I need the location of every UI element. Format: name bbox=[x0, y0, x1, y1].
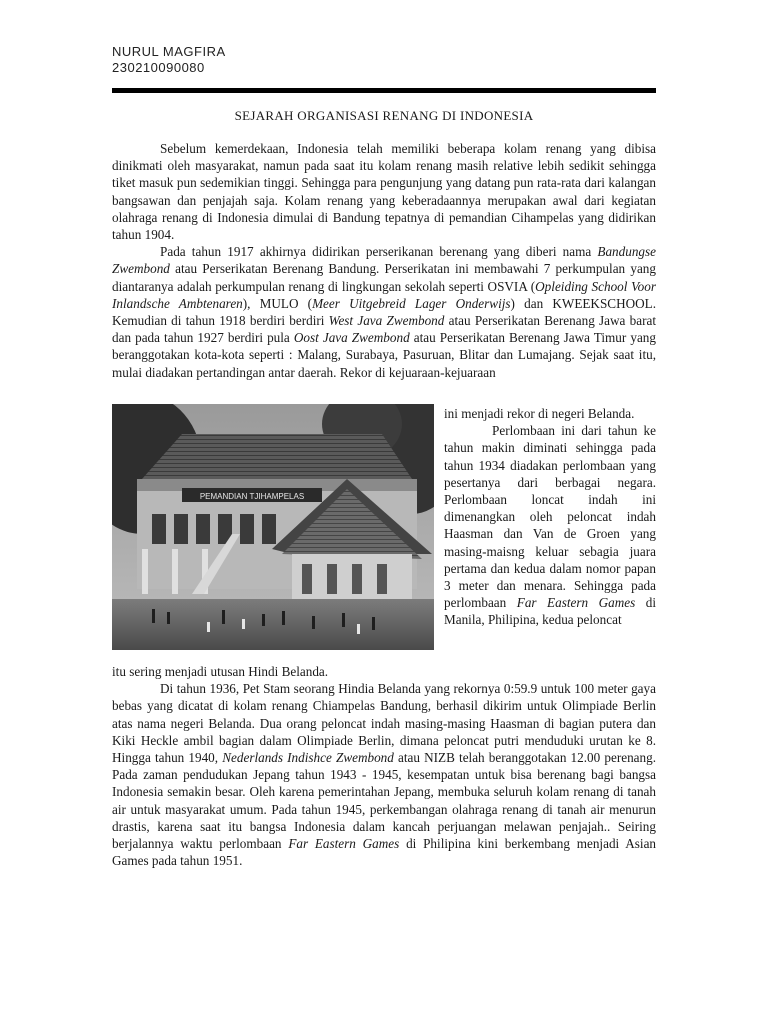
p2-text-6: atau Perserikatan Berenang Jawa Timur yang beranggotakan kota-kota seperti : Malang, Surabaya, Pasuruan, Blitar dan Lumajang. Sejak saat itu, mulai diadakan pertandingan antar daerah. Rekor di kejuaraan-kejuaraan bbox=[112, 330, 656, 380]
building-sign: PEMANDIAN TJIHAMPELAS bbox=[199, 492, 305, 501]
side-text-1: Perlombaan ini dari tahun ke tahun makin diminati sehingga pada tahun 1934 diadakan perlombaan yang pesertanya dari berbagai negara. Perlombaan loncat indah ini dimenangkan oleh peloncat indah Haasman dan Van de Groen yang masing-maisng keluar sebagia juara pertama dan kedua dalam nomor papan 3 meter dan menara. Sehingga pada perlombaan bbox=[444, 423, 656, 611]
paragraph-2 bbox=[112, 243, 656, 381]
p3-text-3: di Philipina kini berkembang menjadi Asian Games pada tahun 1951. bbox=[112, 836, 657, 869]
p2-italic-2: Opleiding School Voor Inlandsche Ambtenaren bbox=[112, 278, 656, 311]
body-text-top bbox=[112, 140, 656, 381]
header-rule bbox=[112, 88, 656, 93]
side-paragraph bbox=[444, 422, 656, 628]
paragraph-1: Sebelum kemerdekaan, Indonesia telah memiliki beberapa kolam renang yang dibisa dinikmati oleh masyarakat, namun pada saat itu kolam renang masih relative lebih sedikit sehingga tiket masuk pun sedemikian tinggi. Sehingga para pengunjung yang datang pun rata-rata dari kalangan bangsawan dan penjajah saja. Kolam renang yang keberadaannya merupakan awal dari kegiatan olahraga renang di Indonesia dimulai di Bandung tepatnya di pemandian Cihampelas yang didirikan tahun 1904. bbox=[112, 141, 656, 243]
p2-italic-1: Bandungse Zwembond bbox=[112, 244, 656, 277]
p2-text-2: atau Perserikatan Berenang Bandung. Perserikatan ini membawahi 7 perkumpulan yang diantaranya adalah perkumpulan renang di lingkungan sekolah seperti OSVIA ( bbox=[112, 261, 656, 294]
side-text-2: di Manila, Philipina, kedua peloncat bbox=[444, 595, 657, 628]
author-header bbox=[112, 44, 226, 76]
p2-text-4: ) dan KWEEKSCHOOL. Kemudian di tahun 1918 berdiri berdiri bbox=[112, 295, 657, 329]
text-beside-photo bbox=[444, 405, 656, 629]
student-id: 230210090080 bbox=[112, 60, 205, 75]
p2-italic-3: Meer Uitgebreid Lager Onderwijs bbox=[312, 295, 511, 311]
p3-italic-1: Nederlands Indishce Zwembond bbox=[222, 750, 394, 766]
author-name: NURUL MAGFIRA bbox=[112, 44, 226, 59]
document-title: SEJARAH ORGANISASI RENANG DI INDONESIA bbox=[234, 108, 534, 123]
p2-italic-5: Oost Java Zwembond bbox=[293, 330, 410, 346]
body-text-bottom bbox=[112, 663, 656, 869]
p2-text-1: Pada tahun 1917 akhirnya didirikan perserikanan berenang yang diberi nama bbox=[160, 244, 598, 260]
side-continuation: ini menjadi rekor di negeri Belanda. bbox=[444, 406, 635, 421]
photo-illustration bbox=[112, 404, 434, 650]
p2-italic-4: West Java Zwembond bbox=[328, 313, 445, 329]
p3-text-2: atau NIZB telah beranggotakan 12.00 perenang. Pada zaman pendudukan Jepang tahun 1943 - 1945, kesempatan untuk bisa berenang bagi bangsa Indonesia semakin besar. Oleh karena pemerintahan Jepang, membuka seluruh kolam renang di tanah air untuk masyarakat umum. Pada tahun 1945, perkembangan olahraga renang di tanah air menurun drastis, karena saat itu bangsa Indonesia dalam kancah perjuangan melawan penjajah.. Seiring berjalannya waktu perlombaan bbox=[112, 750, 656, 852]
p2-text-3: ), MULO ( bbox=[242, 295, 313, 311]
p3-italic-2: Far Eastern Games bbox=[288, 836, 400, 852]
after-photo-line: itu sering menjadi utusan Hindi Belanda. bbox=[112, 664, 329, 679]
side-italic-1: Far Eastern Games bbox=[516, 595, 636, 611]
historical-photo-cihampelas-pool bbox=[112, 404, 434, 650]
p2-text-5: atau Perserikatan Berenang Jawa barat dan pada tahun 1927 berdiri pula bbox=[112, 313, 657, 346]
paragraph-3 bbox=[112, 680, 656, 869]
p3-text-1: Di tahun 1936, Pet Stam seorang Hindia Belanda yang rekornya 0:59.9 untuk 100 meter gaya bebas yang dicatat di kolam renang Chiampelas Bandung, berhasil dikirim untuk Olimpiade Berlin atas nama negeri Belanda. Dua orang peloncat indah masing-masing Haasman di bagian putera dan Kiki Heckle ambil bagian dalam Olimpiade Berlin, dimana peloncat putri menduduki urutan ke 8. Hingga tahun 1940, bbox=[112, 681, 656, 766]
